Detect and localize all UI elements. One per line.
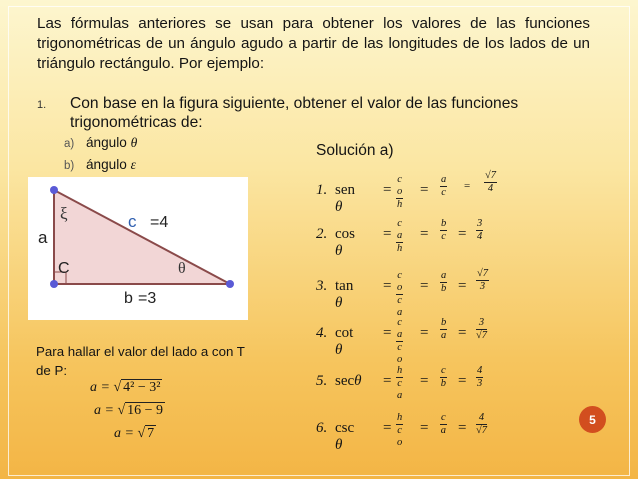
fraction-3: $\frac{4}{3}$ <box>477 365 483 389</box>
fraction-1: $\frac{\text{c a}}{\text{c o}}$ <box>397 317 403 365</box>
equals-sign: = <box>458 226 467 242</box>
row-function: secθ <box>335 373 362 389</box>
sub-item-a-text: ángulo <box>86 135 127 150</box>
row-number: 1. <box>316 182 328 198</box>
triangle-shape <box>54 190 230 284</box>
vertex-c <box>50 280 58 288</box>
fraction-2: $\frac{c}{a}$ <box>440 412 446 436</box>
label-b-value: =3 <box>138 290 157 307</box>
item-number: 1. <box>37 99 47 111</box>
fraction-1: $\frac{\text{c o}}{h}$ <box>397 174 403 210</box>
fraction-2: $\frac{a}{b}$ <box>441 270 447 294</box>
equals-sign: = <box>458 278 467 294</box>
row-function: csc θ <box>335 420 355 453</box>
side-a-instruction: Para hallar el valor del lado a con T de P: <box>36 344 245 378</box>
equals-sign: = <box>420 325 429 341</box>
label-theta: θ <box>178 260 186 277</box>
sub-item-a <box>64 135 137 151</box>
label-C: C <box>58 260 70 277</box>
label-c: c <box>128 212 137 231</box>
sub-item-a-symbol: θ <box>130 135 138 150</box>
label-a: a <box>38 228 48 247</box>
equals-sign: = <box>464 180 471 192</box>
triangle-figure <box>28 177 248 320</box>
formula-line-1: a = √ 4² − 3² <box>90 380 161 395</box>
fraction-2: $\frac{b}{a}$ <box>441 317 447 341</box>
row-number: 2. <box>316 226 328 242</box>
row-number: 3. <box>316 278 328 294</box>
equals-sign: = <box>420 278 429 294</box>
fraction-3: $\frac{√7}{4}$ <box>485 170 497 194</box>
label-c-value: =4 <box>150 214 169 231</box>
sub-item-b <box>64 157 136 173</box>
equals-sign: = <box>420 182 429 198</box>
row-number: 6. <box>316 420 328 436</box>
equals-sign: = <box>383 182 392 198</box>
sub-item-b-text: ángulo <box>86 157 127 172</box>
fraction-3: $\frac{3}{√7}$ <box>476 317 488 341</box>
row-function: cos θ <box>335 226 355 259</box>
equals-sign: = <box>458 373 467 389</box>
equals-sign: = <box>383 373 392 389</box>
row-function: tan θ <box>335 278 354 311</box>
vertex-top <box>50 186 58 194</box>
fraction-1: $\frac{h}{\text{c o}}$ <box>397 412 403 448</box>
row-number: 5. <box>316 373 328 389</box>
equals-sign: = <box>383 226 392 242</box>
sub-item-b-label: b) <box>64 160 75 172</box>
equals-sign: = <box>383 420 392 436</box>
sub-item-a-label: a) <box>64 138 75 150</box>
fraction-2: $\frac{b}{c}$ <box>441 218 447 242</box>
equals-sign: = <box>383 278 392 294</box>
formula-line-2: a = √ 16 − 9 <box>94 403 164 418</box>
fraction-1: $\frac{\text{c o}}{\text{c a}}$ <box>397 270 403 318</box>
item-text: Con base en la figura siguiente, obtener el valor de las funciones trigonométricas de: <box>70 95 519 131</box>
fraction-2: $\frac{a}{c}$ <box>441 174 447 198</box>
fraction-3: $\frac{√7}{3}$ <box>477 268 489 292</box>
solution-title: Solución a) <box>316 142 394 159</box>
equals-sign: = <box>458 325 467 341</box>
fraction-2: $\frac{c}{b}$ <box>440 365 446 389</box>
formula-line-3: a = √ 7 <box>114 426 155 441</box>
triangle-diagram <box>28 177 248 320</box>
equals-sign: = <box>383 325 392 341</box>
page-number-badge: 5 <box>579 406 606 433</box>
sub-item-b-symbol: ε <box>130 157 136 172</box>
label-xi: ξ <box>60 204 68 223</box>
label-b: b <box>124 290 133 307</box>
vertex-right <box>226 280 234 288</box>
equals-sign: = <box>458 420 467 436</box>
row-number: 4. <box>316 325 328 341</box>
fraction-3: $\frac{4}{√7}$ <box>476 412 488 436</box>
equals-sign: = <box>420 226 429 242</box>
fraction-3: $\frac{3}{4}$ <box>477 218 483 242</box>
row-function: sen θ <box>335 182 355 215</box>
row-function: cot θ <box>335 325 354 358</box>
equals-sign: = <box>420 373 429 389</box>
intro-paragraph: Las fórmulas anteriores se usan para obtener los valores de las funciones trigonométricas de un ángulo agudo a partir de las longitudes de los lados de un triángulo rectángulo. Por ejemplo: <box>37 15 590 72</box>
fraction-1: $\frac{h}{\text{c a}}$ <box>397 365 403 401</box>
fraction-1: $\frac{\text{c a}}{h}$ <box>397 218 403 254</box>
equals-sign: = <box>420 420 429 436</box>
